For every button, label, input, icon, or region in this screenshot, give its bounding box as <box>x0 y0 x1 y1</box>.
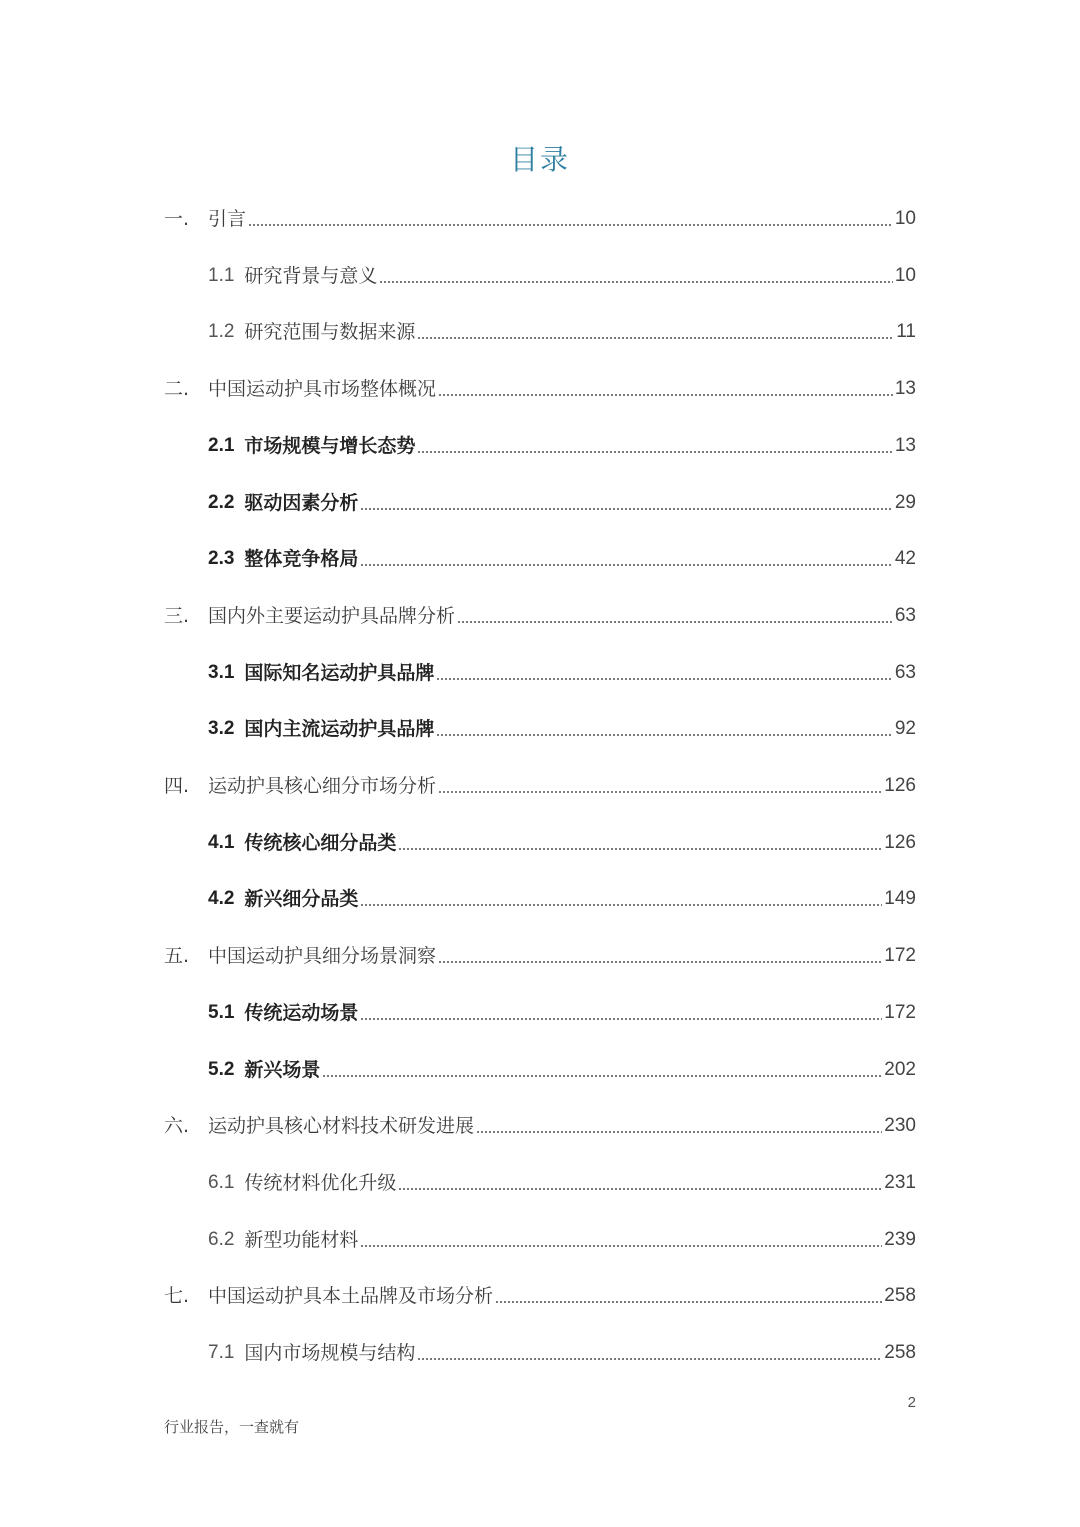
toc-entry-page: 126 <box>884 775 916 796</box>
toc-entry-number: 6.2 <box>208 1228 235 1250</box>
toc-entry-number: 1.1 <box>208 264 235 286</box>
dot-leader <box>495 1301 882 1303</box>
dot-leader <box>417 451 892 453</box>
toc-entry-page: 149 <box>884 888 916 910</box>
toc-entry-label: 引言 <box>208 208 247 230</box>
toc-entry[interactable] <box>164 1273 916 1309</box>
page-title: 目录 <box>509 143 570 176</box>
toc-entry-label: 国内主流运动护具品牌 <box>244 718 435 741</box>
toc-entry-number: 4.2 <box>208 888 235 910</box>
toc-entry-number: 六. <box>164 1115 190 1138</box>
toc-entry-page: 63 <box>894 661 916 683</box>
dot-leader <box>438 791 882 793</box>
toc-entry-number: 4.1 <box>208 831 235 853</box>
toc-entry-label: 传统材料优化升级 <box>244 1171 397 1194</box>
toc-entry[interactable] <box>208 253 916 289</box>
toc-entry-label: 国内市场规模与结构 <box>244 1342 416 1364</box>
toc-entry-page: 172 <box>884 1001 916 1023</box>
toc-entry-page: 10 <box>894 264 916 286</box>
toc-entry[interactable] <box>164 1103 916 1139</box>
toc-entry-page: 29 <box>894 491 916 513</box>
dot-leader <box>436 734 892 736</box>
toc-entry-label: 运动护具核心细分市场分析 <box>208 775 437 797</box>
toc-entry[interactable] <box>208 1217 916 1253</box>
toc-entry[interactable] <box>208 820 916 856</box>
dot-leader <box>322 1075 882 1077</box>
toc-entry-page: 126 <box>884 831 916 853</box>
toc-entry-number: 五. <box>164 945 190 968</box>
toc-entry-label: 运动护具核心材料技术研发进展 <box>208 1115 475 1138</box>
page-number: 2 <box>907 1394 916 1411</box>
dot-leader <box>248 224 893 226</box>
toc-entry-number: 七. <box>164 1285 190 1308</box>
toc-entry-label: 研究背景与意义 <box>244 264 378 287</box>
toc-entry-label: 中国运动护具细分场景洞察 <box>208 945 437 968</box>
toc-entry-label: 国内外主要运动护具品牌分析 <box>208 604 456 627</box>
toc-entry[interactable] <box>208 1330 916 1366</box>
toc-entry-label: 中国运动护具市场整体概况 <box>208 378 437 401</box>
toc-entry[interactable] <box>164 763 916 799</box>
toc-entry-number: 2.3 <box>208 548 235 570</box>
toc-entry-page: 63 <box>894 604 916 626</box>
toc-entry-page: 42 <box>894 548 916 570</box>
toc-entry-label: 整体竞争格局 <box>244 548 359 571</box>
toc-entry[interactable] <box>208 706 916 742</box>
toc-entry-label: 驱动因素分析 <box>244 491 359 514</box>
toc-entry[interactable] <box>208 650 916 686</box>
dot-leader <box>438 961 882 963</box>
toc-entry[interactable] <box>208 876 916 912</box>
toc-entry-label: 新型功能材料 <box>244 1228 359 1251</box>
toc-entry-number: 3.2 <box>208 718 235 740</box>
toc-entry[interactable] <box>208 990 916 1026</box>
toc-entry[interactable] <box>208 309 916 345</box>
toc-entry[interactable] <box>208 1047 916 1083</box>
toc-entry-page: 172 <box>884 945 916 967</box>
toc-entry-label: 新兴场景 <box>244 1058 321 1081</box>
toc-entry-number: 5.1 <box>208 1001 235 1023</box>
dot-leader <box>476 1131 882 1133</box>
toc-entry-page: 258 <box>884 1342 916 1363</box>
toc-entry[interactable] <box>208 536 916 572</box>
toc-entry[interactable] <box>208 1160 916 1196</box>
toc-entry-number: 二. <box>164 378 190 401</box>
dot-leader <box>360 1018 882 1020</box>
toc-entry-number: 6.1 <box>208 1171 235 1193</box>
toc-entry-number: 三. <box>164 604 190 627</box>
toc-entry-page: 92 <box>894 718 916 740</box>
toc-entry[interactable] <box>164 196 916 232</box>
toc-entry-page: 202 <box>884 1058 916 1080</box>
toc-entry-page: 10 <box>894 208 916 229</box>
toc-entry-number: 一. <box>164 208 190 230</box>
toc-entry-page: 13 <box>894 434 916 456</box>
toc-entry-page: 11 <box>896 321 916 343</box>
toc-entry-page: 13 <box>894 378 916 400</box>
dot-leader <box>417 337 894 339</box>
toc-entry-number: 2.1 <box>208 434 235 456</box>
dot-leader <box>457 621 893 623</box>
toc-entry-page: 230 <box>884 1115 916 1137</box>
toc-entry[interactable] <box>208 423 916 459</box>
toc-entry-label: 国际知名运动护具品牌 <box>244 661 435 684</box>
dot-leader <box>438 394 893 396</box>
toc-entry[interactable] <box>208 480 916 516</box>
dot-leader <box>360 904 882 906</box>
toc-entry-number: 7.1 <box>208 1342 235 1363</box>
toc-entry-number: 2.2 <box>208 491 235 513</box>
toc-entry-label: 中国运动护具本土品牌及市场分析 <box>208 1285 494 1308</box>
toc-entry-number: 四. <box>164 775 190 797</box>
toc-entry-page: 231 <box>884 1171 916 1193</box>
toc-entry-number: 3.1 <box>208 661 235 683</box>
toc-entry-label: 传统运动场景 <box>244 1001 359 1024</box>
toc-entry-number: 5.2 <box>208 1058 235 1080</box>
toc-entry-page: 239 <box>884 1228 916 1250</box>
toc-entry-page: 258 <box>884 1285 916 1307</box>
footer-text: 行业报告，一查就有 <box>164 1418 300 1436</box>
dot-leader <box>398 1188 882 1190</box>
toc-entry[interactable] <box>164 593 916 629</box>
dot-leader <box>360 564 892 566</box>
toc-entry-label: 研究范围与数据来源 <box>244 321 416 344</box>
dot-leader <box>379 281 892 283</box>
toc-entry[interactable] <box>164 366 916 402</box>
dot-leader <box>417 1358 882 1360</box>
toc-entry-label: 市场规模与增长态势 <box>244 434 416 457</box>
toc-entry-number: 1.2 <box>208 321 235 343</box>
toc-entry-label: 传统核心细分品类 <box>244 831 397 854</box>
dot-leader <box>360 508 892 510</box>
dot-leader <box>360 1245 882 1247</box>
dot-leader <box>398 848 882 850</box>
toc-entry[interactable] <box>164 933 916 969</box>
toc-entry-label: 新兴细分品类 <box>244 888 359 911</box>
dot-leader <box>436 678 892 680</box>
